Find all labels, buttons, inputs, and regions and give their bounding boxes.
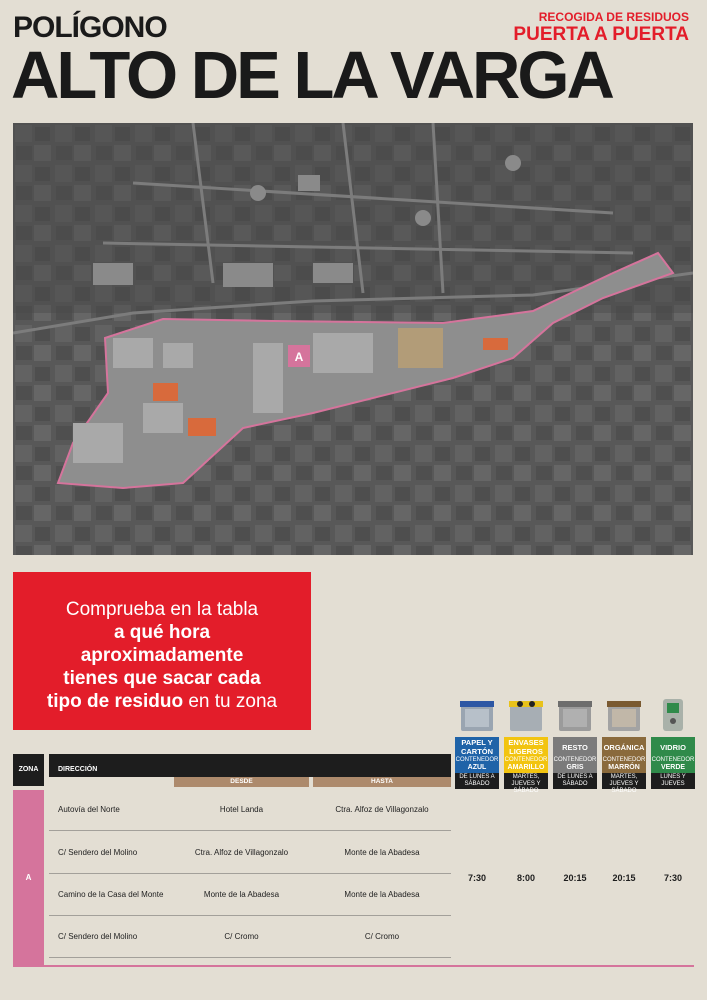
- row-direccion: C/ Sendero del Molino: [58, 848, 138, 857]
- callout-line-3: aproximadamente: [80, 645, 244, 666]
- time-organic: 20:15: [612, 873, 636, 883]
- callout-line-5: tipo de residuo: [46, 691, 184, 712]
- table-row: [49, 789, 451, 831]
- bin-packaging-days: MARTES, JUEVES Y SÁBADO: [504, 773, 548, 789]
- column-header-hasta: HASTA: [313, 777, 451, 787]
- green-bin-icon: [653, 695, 693, 735]
- row-direccion: Autovía del Norte: [58, 805, 120, 814]
- bin-organic-sub: CONTENEDOR MARRÓN: [602, 757, 646, 771]
- callout-line-2: a qué hora: [113, 622, 211, 643]
- bin-organic: [602, 690, 646, 794]
- row-hasta: Monte de la Abadesa: [344, 848, 420, 857]
- column-header-direccion: DIRECCIÓN: [49, 754, 451, 777]
- row-desde: Monte de la Abadesa: [203, 890, 280, 899]
- bottom-divider: [13, 965, 694, 967]
- bin-packaging-type: ENVASES LIGEROS: [504, 737, 548, 757]
- bin-glass-type: VIDRIO: [651, 737, 695, 757]
- row-direccion: C/ Sendero del Molino: [58, 932, 138, 941]
- bin-legend: [453, 690, 695, 794]
- bin-rest-type: RESTO: [553, 737, 597, 757]
- column-header-desde: DESDE: [174, 777, 309, 787]
- row-hasta: C/ Cromo: [364, 932, 400, 941]
- row-direccion: Camino de la Casa del Monte: [58, 890, 164, 899]
- aerial-map: [13, 123, 693, 555]
- zone-a-marker: A: [294, 350, 304, 364]
- blue-bin-icon: [457, 695, 497, 735]
- callout-line-1: Comprueba en la tabla: [65, 599, 259, 620]
- row-hasta: Monte de la Abadesa: [344, 890, 420, 899]
- service-line-2: PUERTA A PUERTA: [513, 24, 689, 45]
- title-poligono: POLÍGONO: [13, 11, 167, 44]
- time-paper: 7:30: [467, 873, 486, 883]
- column-header-zona: ZONA: [13, 754, 44, 786]
- bin-glass-days: LUNES Y JUEVES: [651, 773, 695, 789]
- callout-line-4: tienes que sacar cada: [63, 668, 261, 689]
- bin-paper: [455, 690, 499, 788]
- yellow-bin-icon: [506, 695, 546, 735]
- grey-bin-icon: [555, 695, 595, 735]
- row-desde: C/ Cromo: [224, 932, 259, 941]
- row-desde: Hotel Landa: [219, 805, 264, 814]
- bin-organic-type: ORGÁNICA: [602, 737, 646, 757]
- bin-rest-sub: CONTENEDOR GRIS: [553, 757, 597, 771]
- row-hasta: Ctra. Alfoz de Villagonzalo: [335, 805, 429, 814]
- zone-cell: A: [13, 790, 44, 966]
- bin-packaging: [504, 690, 548, 794]
- bin-glass: [651, 690, 695, 788]
- time-packaging: 8:00: [516, 873, 535, 883]
- service-line-1: RECOGIDA DE RESIDUOS: [538, 10, 689, 24]
- table-row: [49, 874, 451, 916]
- table-row: [49, 832, 451, 874]
- time-rest: 20:15: [563, 873, 587, 883]
- bin-rest-days: DE LUNES A SÁBADO: [553, 773, 597, 789]
- bin-glass-sub: CONTENEDOR VERDE: [651, 757, 695, 771]
- bin-paper-days: DE LUNES A SÁBADO: [455, 773, 499, 789]
- table-row: [49, 916, 451, 958]
- brown-bin-icon: [604, 695, 644, 735]
- page-title: ALTO DE LA VARGA: [11, 38, 612, 113]
- bin-paper-sub: CONTENEDOR AZUL: [455, 757, 499, 771]
- bin-organic-days: MARTES, JUEVES Y SÁBADO: [602, 773, 646, 789]
- callout-line-5-end: en tu zona: [188, 691, 278, 712]
- service-heading: [513, 10, 689, 46]
- row-desde: Ctra. Alfoz de Villagonzalo: [194, 848, 289, 857]
- instruction-callout: [13, 572, 311, 730]
- bin-packaging-sub: CONTENEDOR AMARILLO: [504, 757, 548, 771]
- time-glass: 7:30: [663, 873, 682, 883]
- bin-rest: [553, 690, 597, 788]
- bin-paper-type: PAPEL Y CARTÓN: [455, 737, 499, 757]
